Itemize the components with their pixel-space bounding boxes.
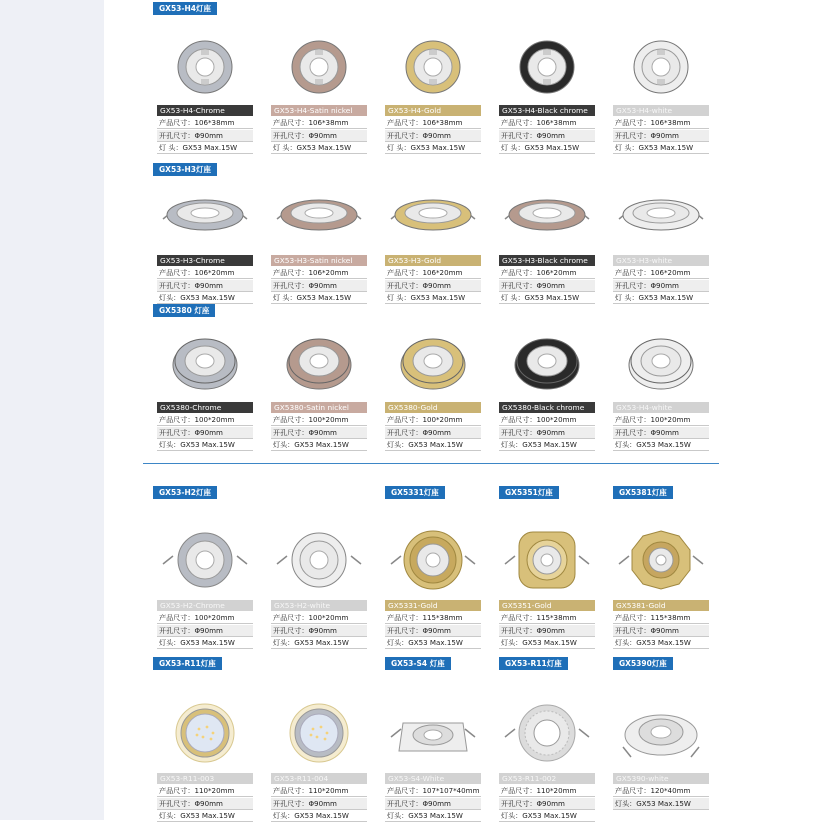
product-spec-line: 产品尺寸：115*38mm: [385, 612, 481, 624]
product-image: [157, 530, 253, 590]
product-spec-line: 开孔尺寸：Φ90mm: [499, 625, 595, 637]
product-spec-line: 开孔尺寸：Φ90mm: [271, 798, 367, 810]
product-spec-line: 开孔尺寸：Φ90mm: [271, 280, 367, 292]
product-spec-line: 灯头：GX53 Max.15W: [271, 439, 367, 451]
product-spec-line: 产品尺寸：100*20mm: [271, 612, 367, 624]
product-spec-line: 产品尺寸：106*20mm: [499, 267, 595, 279]
product-spec-line: 开孔尺寸：Φ90mm: [499, 427, 595, 439]
product-spec-line: 产品尺寸：100*20mm: [385, 414, 481, 426]
product-spec-line: 灯 头：GX53 Max.15W: [613, 292, 709, 304]
product-spec-line: 开孔尺寸：Φ90mm: [157, 427, 253, 439]
product-model-label: GX53-H3-white: [613, 255, 709, 266]
product-spec-line: 开孔尺寸：Φ90mm: [385, 427, 481, 439]
product-spec-line: 开孔尺寸：Φ90mm: [271, 130, 367, 142]
product-image: [499, 332, 595, 392]
product-image: [613, 703, 709, 763]
product-image: [499, 703, 595, 763]
product-spec-line: 开孔尺寸：Φ90mm: [271, 625, 367, 637]
product-image: [157, 703, 253, 763]
product-spec-line: 开孔尺寸：Φ90mm: [613, 130, 709, 142]
product-model-label: GX5381-Gold: [613, 600, 709, 611]
product-spec-line: 灯头：GX53 Max.15W: [613, 439, 709, 451]
product-model-label: GX53-H3-Black chrome: [499, 255, 595, 266]
product-spec-line: 产品尺寸：106*38mm: [385, 117, 481, 129]
product-image: [499, 530, 595, 590]
product-model-label: GX53-H3-Satin nickel: [271, 255, 367, 266]
section-title: GX53-S4 灯座: [385, 657, 451, 670]
section-title: GX53-R11灯座: [153, 657, 222, 670]
product-model-label: GX53-H4-Chrome: [157, 105, 253, 116]
section-divider: [143, 463, 719, 464]
product-model-label: GX53-H4-Satin nickel: [271, 105, 367, 116]
product-model-label: GX53-H4-white: [613, 402, 709, 413]
product-spec-line: 开孔尺寸：Φ90mm: [157, 625, 253, 637]
product-spec-line: 灯 头：GX53 Max.15W: [157, 142, 253, 154]
product-model-label: GX53-R11-004: [271, 773, 367, 784]
section-title: GX53-H4灯座: [153, 2, 217, 15]
product-spec-line: 开孔尺寸：Φ90mm: [613, 625, 709, 637]
section-title: GX5351灯座: [499, 486, 559, 499]
product-spec-line: 灯头：GX53 Max.15W: [157, 637, 253, 649]
left-margin-panel: [0, 0, 104, 820]
product-spec-line: 灯 头：GX53 Max.15W: [271, 292, 367, 304]
product-model-label: GX5380-Black chrome: [499, 402, 595, 413]
product-model-label: GX5380-Satin nickel: [271, 402, 367, 413]
product-image: [157, 35, 253, 95]
section-title: GX5390灯座: [613, 657, 673, 670]
product-spec-line: 灯头：GX53 Max.15W: [613, 798, 709, 810]
product-spec-line: 产品尺寸：110*20mm: [157, 785, 253, 797]
product-spec-line: 产品尺寸：106*38mm: [157, 117, 253, 129]
product-model-label: GX53-H4-white: [613, 105, 709, 116]
product-model-label: GX53-H3-Gold: [385, 255, 481, 266]
product-image: [385, 332, 481, 392]
product-spec-line: 开孔尺寸：Φ90mm: [499, 798, 595, 810]
product-spec-line: 开孔尺寸：Φ90mm: [157, 798, 253, 810]
product-spec-line: 开孔尺寸：Φ90mm: [385, 130, 481, 142]
product-spec-line: 灯头：GX53 Max.15W: [385, 439, 481, 451]
product-spec-line: 开孔尺寸：Φ90mm: [385, 280, 481, 292]
product-image: [385, 530, 481, 590]
product-model-label: GX5380-Chrome: [157, 402, 253, 413]
product-image: [613, 332, 709, 392]
product-spec-line: 产品尺寸：106*20mm: [157, 267, 253, 279]
product-spec-line: 开孔尺寸：Φ90mm: [499, 130, 595, 142]
product-spec-line: 产品尺寸：107*107*40mm: [387, 786, 480, 795]
product-spec-line: 产品尺寸：106*20mm: [385, 267, 481, 279]
section-title: GX53-R11灯座: [499, 657, 568, 670]
product-image: [499, 185, 595, 245]
product-spec-line: 灯 头：GX53 Max.15W: [499, 292, 595, 304]
section-title: GX53-H3灯座: [153, 163, 217, 176]
product-spec-line: 产品尺寸：100*20mm: [157, 612, 253, 624]
product-spec-line: 开孔尺寸：Φ90mm: [499, 280, 595, 292]
product-spec-line: 产品尺寸：115*38mm: [499, 612, 595, 624]
product-spec-line: 产品尺寸：100*20mm: [499, 414, 595, 426]
product-image: [157, 332, 253, 392]
product-spec-line: 灯 头：GX53 Max.15W: [271, 142, 367, 154]
product-spec-line: 灯头：GX53 Max.15W: [499, 637, 595, 649]
product-spec-line: 产品尺寸：115*38mm: [613, 612, 709, 624]
product-image: [613, 185, 709, 245]
product-model-label: GX53-H2-Chrome: [157, 600, 253, 611]
product-spec-line: 灯头：GX53 Max.15W: [385, 637, 481, 649]
product-spec-line: 开孔尺寸：Φ90mm: [157, 130, 253, 142]
product-spec-line: 开孔尺寸：Φ90mm: [385, 798, 481, 810]
product-model-label: GX53-H4-Gold: [385, 105, 481, 116]
product-model-label: GX5351-Gold: [499, 600, 595, 611]
product-model-label: GX53-S4-White: [385, 773, 481, 784]
product-image: [613, 35, 709, 95]
product-spec-line: 开孔尺寸：Φ90mm: [385, 625, 481, 637]
product-spec-line: 产品尺寸：106*20mm: [271, 267, 367, 279]
product-image: [157, 185, 253, 245]
product-spec-line: 开孔尺寸：Φ90mm: [271, 427, 367, 439]
product-spec-line: 灯 头：GX53 Max.15W: [385, 292, 481, 304]
product-spec-line: 灯头：GX53 Max.15W: [499, 810, 595, 822]
section-title: GX5380 灯座: [153, 304, 215, 317]
product-spec-line: 灯 头：GX53 Max.15W: [499, 142, 595, 154]
product-image: [271, 35, 367, 95]
section-title: GX53-H2灯座: [153, 486, 217, 499]
product-model-label: GX5380-Gold: [385, 402, 481, 413]
product-model-label: GX53-R11-002: [499, 773, 595, 784]
product-spec-line: 灯 头：GX53 Max.15W: [385, 142, 481, 154]
product-model-label: GX5331-Gold: [385, 600, 481, 611]
product-model-label: GX53-H3-Chrome: [157, 255, 253, 266]
product-image: [271, 703, 367, 763]
product-spec-line: 产品尺寸：100*20mm: [271, 414, 367, 426]
product-spec-line: 灯头：GX53 Max.15W: [385, 810, 481, 822]
product-spec-line: 灯头：GX53 Max.15W: [499, 439, 595, 451]
product-spec-line: 灯头：GX53 Max.15W: [271, 637, 367, 649]
product-image: [385, 703, 481, 763]
product-image: [385, 185, 481, 245]
product-spec-line: 产品尺寸：100*20mm: [157, 414, 253, 426]
section-title: GX5381灯座: [613, 486, 673, 499]
product-spec-line: 灯 头：GX53 Max.15W: [613, 142, 709, 154]
product-spec-line: 灯头：GX53 Max.15W: [157, 810, 253, 822]
product-spec-line: 开孔尺寸：Φ90mm: [613, 280, 709, 292]
product-spec-line: 灯头：GX53 Max.15W: [157, 292, 253, 304]
product-model-label: GX53-H4-Black chrome: [499, 105, 595, 116]
product-image: [271, 530, 367, 590]
product-spec-line: 产品尺寸：110*20mm: [271, 785, 367, 797]
product-spec-line: 灯头：GX53 Max.15W: [613, 637, 709, 649]
product-model-label: GX5390-white: [613, 773, 709, 784]
product-model-label: GX53-R11-003: [157, 773, 253, 784]
product-image: [385, 35, 481, 95]
product-spec-line: 灯头：GX53 Max.15W: [271, 810, 367, 822]
product-spec-line: 开孔尺寸：Φ90mm: [157, 280, 253, 292]
section-title: GX5331灯座: [385, 486, 445, 499]
product-spec-line: 产品尺寸：110*20mm: [499, 785, 595, 797]
product-spec-line: 产品尺寸：106*20mm: [613, 267, 709, 279]
product-model-label: GX53-H2-white: [271, 600, 367, 611]
product-spec-line: 产品尺寸：100*20mm: [613, 414, 709, 426]
product-image: [613, 530, 709, 590]
product-spec-line: 产品尺寸：106*38mm: [613, 117, 709, 129]
product-image: [271, 185, 367, 245]
product-spec-line: 开孔尺寸：Φ90mm: [613, 427, 709, 439]
product-spec-line: 产品尺寸：120*40mm: [613, 785, 709, 797]
product-image: [271, 332, 367, 392]
product-spec-line: 产品尺寸：106*38mm: [271, 117, 367, 129]
product-spec-line: 产品尺寸：106*38mm: [499, 117, 595, 129]
product-image: [499, 35, 595, 95]
product-spec-line: 灯头：GX53 Max.15W: [157, 439, 253, 451]
